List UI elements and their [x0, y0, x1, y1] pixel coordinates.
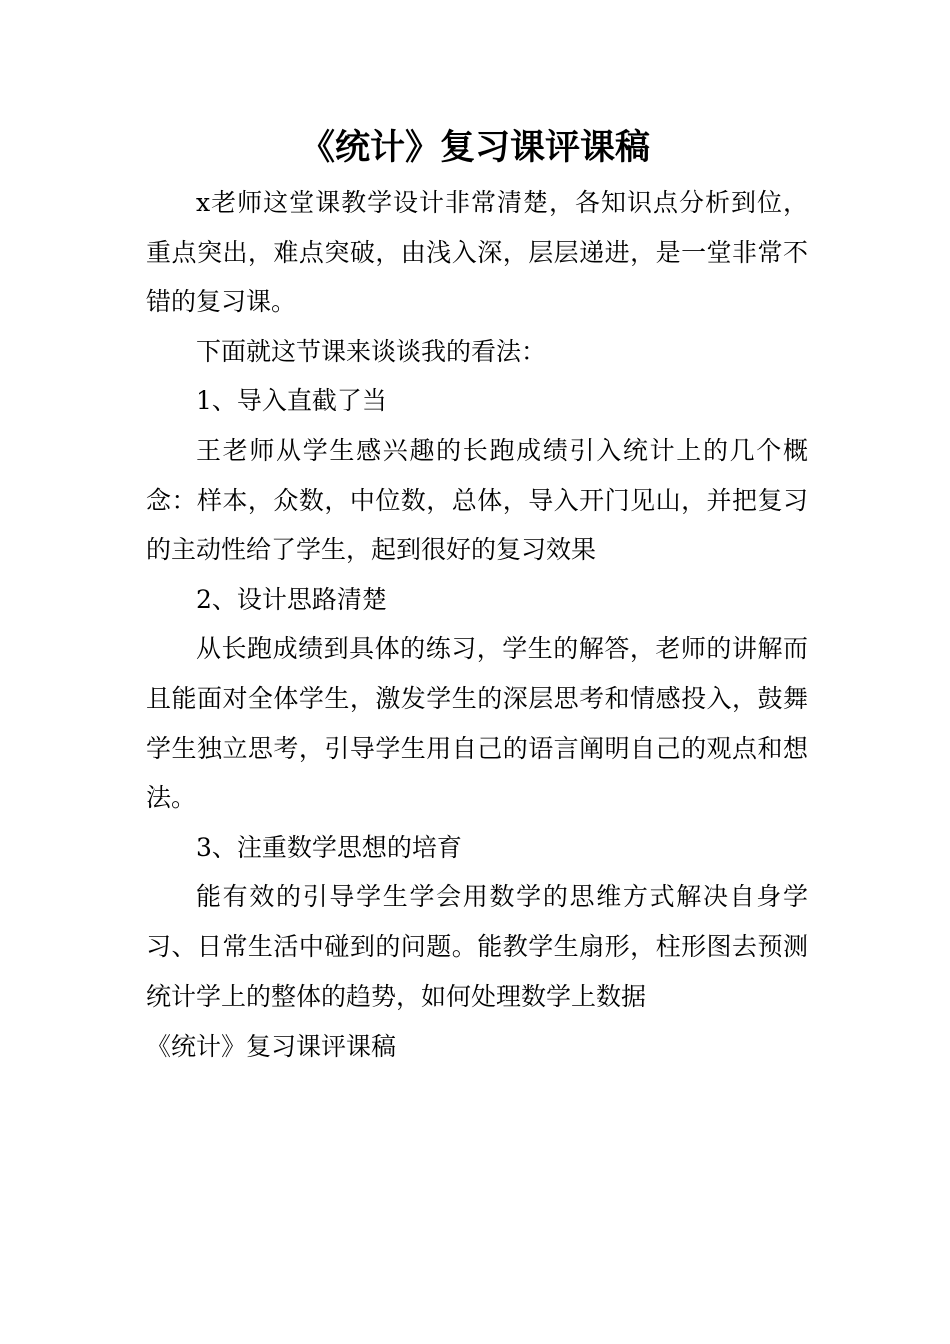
paragraph-section-3: 能有效的引导学生学会用数学的思维方式解决自身学习、日常生活中碰到的问题。能教学生扇形，柱形图去预测统计学上的整体的趋势，如何处理数学上数据 — [146, 882, 808, 1011]
footer-title: 《统计》复习课评课稿 — [146, 1032, 397, 1061]
section-heading-2: 2、设计思路清楚 — [196, 584, 387, 614]
paragraph-section-1: 王老师从学生感兴趣的长跑成绩引入统计上的几个概念：样本，众数，中位数，总体，导入开门见山，并把复习的主动性给了学生，起到很好的复习效果 — [146, 435, 808, 565]
paragraph-intro: x老师这堂课教学设计非常清楚，各知识点分析到位，重点突出，难点突破，由浅入深，层层递进，是一堂非常不错的复习课。 — [146, 188, 808, 317]
document-body — [146, 178, 808, 1021]
paragraph-section-2: 从长跑成绩到具体的练习，学生的解答，老师的讲解而且能面对全体学生，激发学生的深层思考和情感投入，鼓舞学生独立思考，引导学生用自己的语言阐明自己的观点和想法。 — [146, 634, 808, 813]
section-heading-3: 3、注重数学思想的培育 — [196, 832, 462, 862]
section-heading-1: 1、导入直截了当 — [196, 386, 387, 416]
paragraph-opinion-lead: 下面就这节课来谈谈我的看法： — [196, 336, 547, 366]
document-title: 《统计》复习课评课稿 — [299, 128, 650, 168]
